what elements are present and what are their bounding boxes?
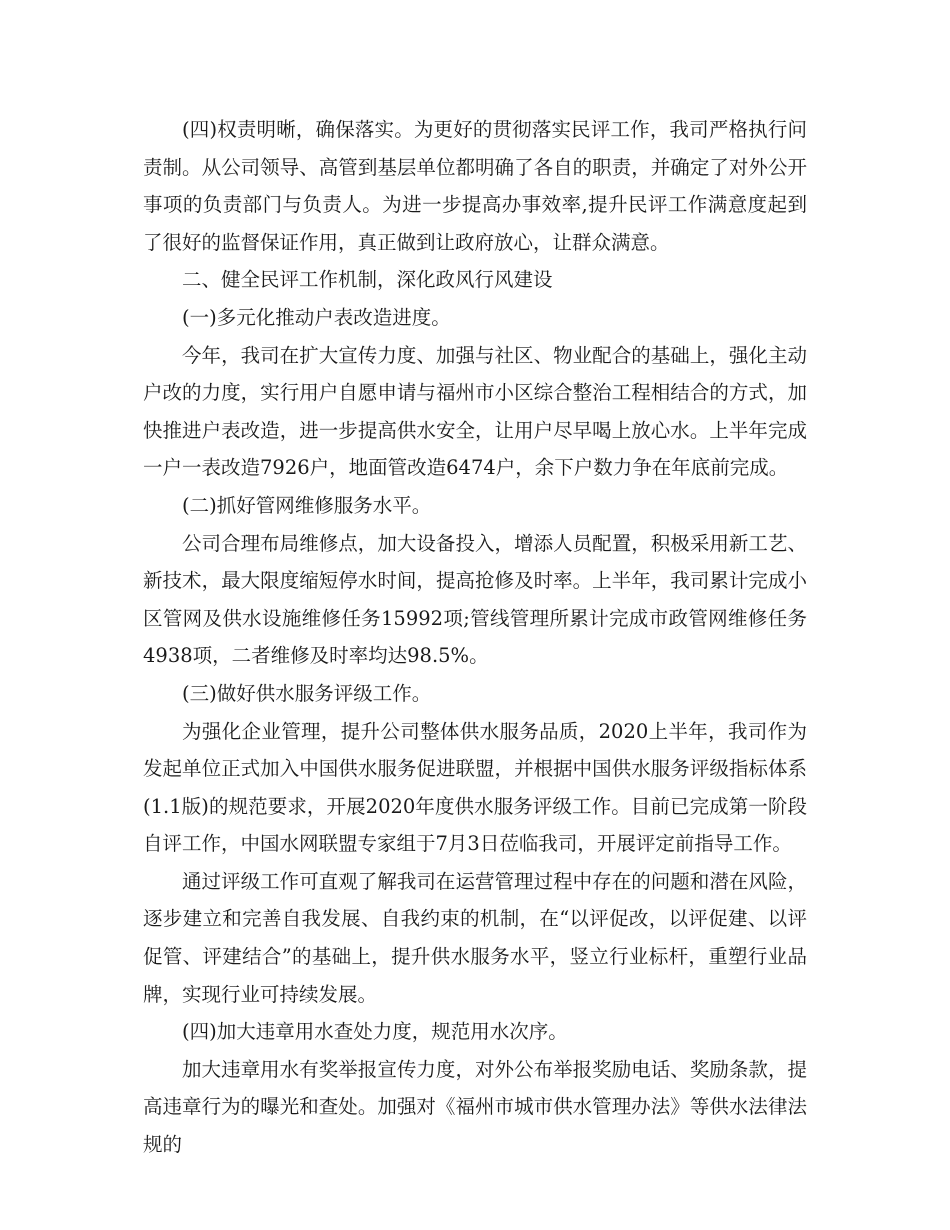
paragraph-meter-renovation: 今年，我司在扩大宣传力度、加强与社区、物业配合的基础上，强化主动户改的力度，实行用户自愿申请与福州市小区综合整治工程相结合的方式，加快推进户表改造，进一步提高供水安全，让用户尽早喝上放心水。上半年完成一户一表改造7926户，地面管改造6474户，余下户数力争在年底前完成。 [143, 343, 807, 480]
paragraph-accountability: (四)权责明晰，确保落实。为更好的贯彻落实民评工作，我司严格执行问责制。从公司领导、高管到基层单位都明确了各自的职责，并确定了对外公开事项的负责部门与负责人。为进一步提高办事效率,提升民评工作满意度起到了很好的监督保证作用，真正做到让政府放心，让群众满意。 [143, 118, 807, 254]
paragraph-rating-benefits: 通过评级工作可直观了解我司在运营管理过程中存在的问题和潜在风险，逐步建立和完善自我发展、自我约束的机制，在“以评促改，以评促建、以评促管、评建结合”的基础上，提升供水服务水平，竖立行业标杆，重塑行业品牌，实现行业可持续发展。 [143, 869, 807, 1006]
subheading-illegal-water-use: (四)加大违章用水查处力度，规范用水次序。 [182, 1020, 568, 1044]
subheading-pipe-maintenance: (二)抓好管网维修服务水平。 [182, 493, 432, 517]
paragraph-pipe-maintenance: 公司合理布局维修点，加大设备投入，增添人员配置，积极采用新工艺、新技术，最大限度缩短停水时间，提高抢修及时率。上半年，我司累计完成小区管网及供水设施维修任务15992项;管线管理所累计完成市政管网维修任务4938项，二者维修及时率均达98.5%。 [143, 531, 807, 668]
document-body [143, 111, 807, 1164]
paragraph-service-rating: 为强化企业管理，提升公司整体供水服务品质，2020上半年，我司作为发起单位正式加入中国供水服务促进联盟，并根据中国供水服务评级指标体系(1.1版)的规范要求，开展2020年度供水服务评级工作。目前已完成第一阶段自评工作，中国水网联盟专家组于7月3日莅临我司，开展评定前指导工作。 [143, 719, 807, 856]
subheading-meter-renovation: (一)多元化推动户表改造进度。 [182, 305, 451, 329]
paragraph-illegal-water-use: 加大违章用水有奖举报宣传力度，对外公布举报奖励电话、奖励条款，提高违章行为的曝光和查处。加强对《福州市城市供水管理办法》等供水法律法规的 [143, 1057, 807, 1157]
section-heading-mechanism: 二、健全民评工作机制，深化政风行风建设 [182, 268, 553, 292]
subheading-service-rating: (三)做好供水服务评级工作。 [182, 681, 432, 705]
